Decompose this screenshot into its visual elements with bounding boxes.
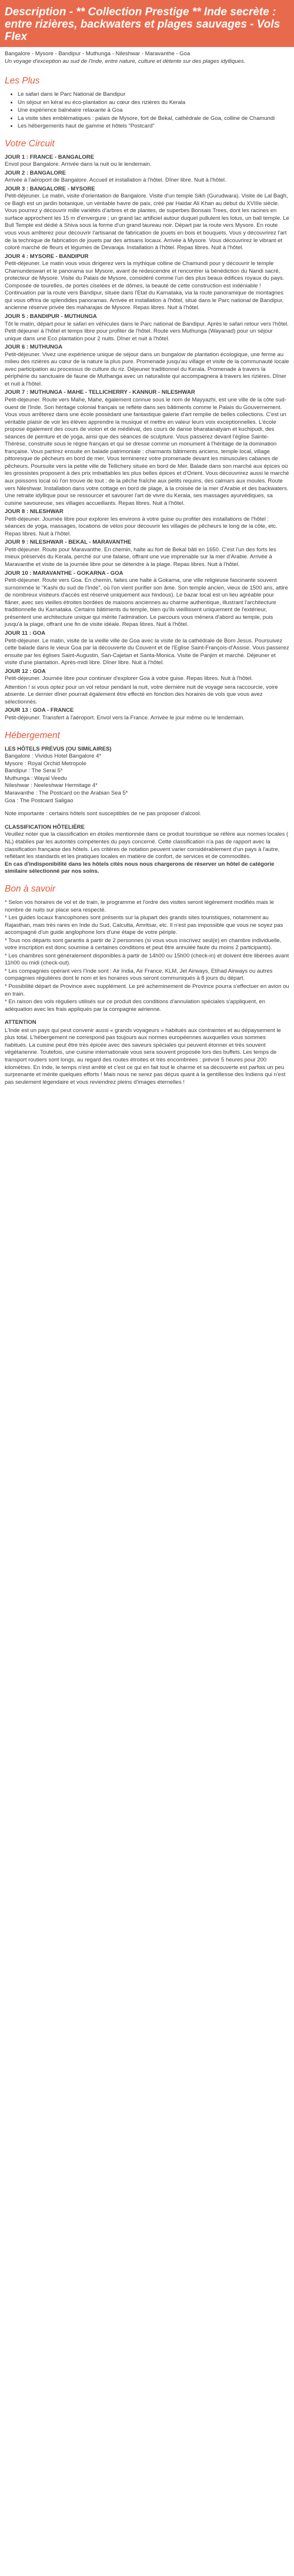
day-block: [5, 508, 289, 538]
day-block: [5, 313, 289, 343]
day-text: Petit-déjeuner. Vivez une expérience unique de séjour dans un bungalow de plantation écologique, une ferme au milieu des rizières au cœur de la nature la plus pure. Promenade jusqu'au village et visite de la communauté locale avec participation au processus de culture du riz. Déjeuner traditionnel du Kerala. Promenade à travers la périphérie du sanctuaire de faune de Muthanga avec un naturaliste qui accompagnera à travers les rizières. Dîner et nuit à l'hôtel.: [5, 351, 289, 387]
classification-bold-text: En cas d'indisponibilité dans les hôtels cités nous nous chargerons de réserver un hôtel de catégorie similaire sélectionné par nos soins.: [5, 860, 275, 875]
hotel-item: Mysore : Royal Orchid Metropole: [5, 760, 86, 767]
day-title: JOUR 1 : FRANCE - BANGALORE: [5, 153, 95, 160]
hotel-item: Bangalore : Vividus Hotel Bangalore 4*: [5, 753, 102, 760]
day-title: JOUR 4 : MYSORE - BANDIPUR: [5, 253, 89, 260]
attention-title: ATTENTION: [5, 1019, 36, 1026]
day-text: Petit-déjeuner. Journée libre pour explorer les environs à votre guise ou profiter des installations de l'hôtel : séances de yoga, massages, locations de vélos pour découvrir les villages de pêcheurs le long de la côte, etc. Repas libres. Nuit à l'hôtel.: [5, 515, 278, 537]
attention-text: L'Inde est un pays qui peut convenir aussi « grands voyageurs » habitués aux contraintes et au dépaysement le plus total. L'hébergement ne correspond pas toujours aux normes européennes auxquelles vous sommes habitués. La cuisine peut être très épicée avec des saveurs spéciales qui peuvent étonner et très souvent végétarienne. Toutefois, une cuisine internationale vous sera souvent proposée lors des buffets. Les temps de transport routiers sont longs, au regard des routes étroites et très encombrées : prévoir 5 heures pour 200 kilomètres. En Inde, le temps n'est arrêté et c'est ce qui en fait tout le charme et sa découverte est parfois un peu surprenante et mérite quelques efforts ! Mais nous ne serez pas déçus quant à la gentillesse des Indiens qui n'est pas seulement légendaire et vous reviendrez pleins d'images éternelles !: [5, 1027, 286, 1086]
day-title: JOUR 3 : BANGALORE - MYSORE: [5, 185, 95, 192]
day-block: [5, 684, 289, 706]
day-warning-text: Attention ! si vous optez pour un vol retour pendant la nuit, votre dernière nuit de voyage sera raccourcie, voire absente. Le dernier dîner pourrait également être effecté en fonction des horaires de vols que vous avez sélectionnés.: [5, 684, 278, 705]
hotel-item: Bandipur : The Serai 5*: [5, 768, 63, 775]
day-title: JOUR 11 : GOA: [5, 629, 46, 637]
day-block: [5, 389, 289, 507]
savoir-section: [0, 899, 294, 1086]
plus-item: • Les hébergements haut de gamme et hôtels "Postcard": [18, 123, 289, 130]
day-text: Petit-déjeuner. Le matin vous vous dirigerez vers la mythique colline de Chamundi pour y découvrir le temple Chamundeswari et le panorama sur Mysore, avant de redescendre et rencontrer la bénédiction du Nandi sacré, protecteur de Mysore. Visite du Palais de Mysore, considéré comme l'un des plus beaux édifices royaux du pays. Composée de tourelles, de portes ciselées et de dômes, la beauté de cette construction est indéniable ! Continuation par la route vers Bandipur, située dans l'Etat du Karnataka, via la route panoramique de montagnes qui vous offrira de splendides panoramas. Arrivée et installation à l'hôtel, situé dans le Parc national de Bandipur, ancienne réserve privée des maharajas de Mysore. Repas libres. Nuit à l'hôtel.: [5, 260, 285, 311]
day-block: [5, 170, 289, 185]
day-block: [5, 630, 289, 667]
plus-item: • Une expérience balnéaire relaxante à Goa: [18, 107, 289, 115]
day-block: [5, 186, 289, 252]
route-text: Bangalore - Mysore - Bandipur - Muthunga - Nileshwar - Maravanthe - Goa: [5, 51, 191, 57]
day-text: Petit-déjeuner. Route vers Goa. En chemin, faites une halte à Gokarna, une ville religieuse fascinante souvent surnommée le "Kashi du sud de l'Inde", où l'on vient purifier son âme. Son temple ancien, vieux de 1500 ans, attire de nombreux visiteurs d'accès est réservé uniquement aux hindous). Le bazar local est un lieu agréable pour flâner, avec ses vieilles étroites bordées de maisons anciennes au charme authentique, illustrant l'architecture traditionnelle du Karnataka. Certains bâtiments du temple, bien qu'ils vieillissent uniquement de l'extérieur, présentent une architecture unique qui mérite l'admiration. Le parcours vous mènera d'abord au temple, puis jusqu'à la plage, offrant une fin de visite idéale. Repas libres. Nuit à l'hôtel.: [5, 577, 288, 628]
day-title: JOUR 6 : MUTHUNGA: [5, 344, 63, 351]
alcohol-note: Note importante : certains hôtels sont susceptibles de ne pas proposer d'alcool.: [5, 810, 201, 818]
plus-item: • La visite sites emblématiques : palais de Mysore, fort de Bekal, cathédrale de Goa, colline de Chamundi: [18, 115, 289, 123]
day-title: JOUR 8 : NILESHWAR: [5, 508, 64, 515]
day-text: Petit-déjeuner. Le matin, visite d'orientation de Bangalore. Visite d'un temple Sikh (Gurudwara). Visite de Lal Bagh, ce Bagh est un jardin botanique, un véritable havre de paix, créé par Haidar Ali Khan au début du XVIIIe siècle. Vous pourrez y découvrir mille variétés d'arbres et de plantes, de superbes Bonsais Trees, dont les racines en surface approchent les 15 m d'envergure ; un grand lac artificiel autour duquel pullulent les lotus, un ball temple. Le Bull Temple est dédié à Shiva sous la forme d'un grand taureau noir. Départ par la route vers Mysore. En route vous vous arrêterez pour découvrir l'artisanat de fabrication de jouets en bois et bouquets. Vous y découvrirez l'art de la technique de fabrication de jouets par des artisans locaux. Arrivée à Mysore. Vous découvrirez le vibrant et coloré marché de fleurs et légumes de Devaraja. Installation à l'hôtel. Repas libres. Nuit à l'hôtel.: [5, 193, 289, 252]
intro: [0, 47, 294, 68]
circuit-days: [0, 154, 294, 722]
day-text: Envol pour Bangalore. Arrivée dans la nuit ou le lendemain.: [5, 161, 152, 168]
hotel-item: Nileshwar : Neeleshwar Hermitage 4*: [5, 782, 98, 789]
day-title: JOUR 13 : GOA - FRANCE: [5, 707, 74, 714]
day-text: Petit-déjeuner. Transfert à l'aéroport. Envol vers la France. Arrivée le jour même ou le lendemain.: [5, 714, 245, 721]
classification-text: Veuillez noter que la classification en étoiles mentionnée dans ce produit touristique se réfère aux normes locales ( NL) établies par les autorités compétentes du pays concerné. Cette classification n'a pas de rapport avec la classification française des hôtels. Les critères de notation peuvent varier considérablement d'un pays à l'autre, reflétant les standards et les pratiques locales en matière de confort, de services et de commodités.: [5, 831, 289, 860]
classification-title: CLASSIFICATION HÔTELIÈRE: [5, 823, 85, 830]
day-block: [5, 707, 289, 722]
savoir-item: * Les guides locaux francophones sont présents sur la plupart des grands sites touristiques, notamment au Rajasthan, mais très rares en Inde du Sud, Calcutta, Amritsar, etc. Il n'est pas impossible que vous ne soyez pas accompagné d'un guide anglophone lors d'une étape de votre périple.: [5, 915, 283, 936]
savoir-item: * Selon vos horaires de vol et de train, le programme et l'ordre des visites seront légèrement modifiés mais le nombre de nuits sur place sera respecté.: [5, 899, 275, 913]
hotels-title: LES HÔTELS PRÉVUS (OU SIMILAIRES): [5, 745, 112, 752]
day-text: Arrivée à l'aéroport de Bangalore. Accueil et installation à l'hôtel. Dîner libre. Nuit à l'hôtel.: [5, 177, 226, 184]
circuit-heading: Votre Circuit: [5, 138, 55, 149]
day-text: Petit-déjeuner. Route pour Maravanthe. En chemin, halte au fort de Bekal bâti en 1650. C'est l'un des forts les mieux préservés du Kerala, perché sur une falaise, offrant une vue imprenable sur la mer d'Arabie. Arrivée à Maravanthe et visite de la journée libre pour se détendre à la plage. Repas libres. Nuit à l'hôtel.: [5, 546, 276, 568]
savoir-item: * Les compagnies opérant vers l'Inde sont : Air India, Air France, KLM, Jet Airways, Etihad Airways ou autres compagnies régulières dont le nom et les horaires vous seront communiqués à 8 jours du départ.: [5, 967, 273, 982]
day-block: [5, 344, 289, 388]
hotel-item: Muthunga : Wayal Veedu: [5, 775, 67, 782]
savoir-item: * Tous nos départs sont garantis à partir de 2 personnes (si vous vous inscrivez seul(e) en chambre individuelle, votre inscription est donc soumise à certaines conditions et peut être annulée faute du moins 2 participants).: [5, 937, 282, 952]
day-text: Petit-déjeuner. Le matin, visite de la vieille ville de Goa avec la visite de la cathédrale de Bom Jesus. Poursuivez cette balade dans le vieux Goa par la découverte du Couvent et de l'Eglise Saint-François-d'Assise. Vous passerez ensuite par les églises Saint-Augustin, San-Cajetan et Santa-Monica. Visite de Panjim et marché. Déjeuner et visite d'une plantation. Après-midi libre. Dîner libre. Nuit à l'hôtel.: [5, 637, 289, 666]
plus-item: • Le safari dans le Parc National de Bandipur: [18, 91, 289, 99]
day-text: Petit-déjeuner. Journée libre pour continuer d'explorer Goa à votre guise. Repas libres. Nuit à l'hôtel.: [5, 675, 253, 682]
day-title: JOUR 2 : BANGALORE: [5, 169, 66, 176]
plus-item: • Un séjour en kéral eu éco-plantation au cœur des rizières du Kerala: [18, 99, 289, 107]
hotel-item: Goa : The Postcard Saligao: [5, 797, 74, 804]
savoir-item: * En raison des vols réguliers utilisés sur ce produit des conditions d'annulation spéciales s'appliquent, en adéquation avec les frais appliqués par la compagnie aérienne.: [5, 999, 265, 1013]
title-banner: [0, 0, 294, 47]
subtitle-text: Un voyage d'exception au sud de l'Inde, entre nature, culture et détente sur des plages idylliques.: [5, 58, 246, 65]
plus-heading: Les Plus: [5, 76, 40, 86]
day-block: [5, 570, 289, 629]
day-block: [5, 668, 289, 683]
day-block: [5, 154, 289, 169]
page-title: Description - ** Collection Prestige ** Inde secrète : entre rizières, backwaters et plages sauvages - Vols Flex: [5, 6, 280, 43]
plus-list: [0, 91, 294, 130]
savoir-item: * Les chambres sont généralement disponibles à partir de 14h00 ou 15h00 (check-in) et doivent être libérées avant 11h00 ou midi (check-out).: [5, 952, 289, 967]
day-block: [5, 253, 289, 312]
day-title: JOUR 9 : NILESHWAR - BEKAL - MARAVANTHE: [5, 539, 132, 546]
day-title: JOUR 10 : MARAVANTHE - GOKARNA - GOA: [5, 570, 123, 577]
day-title: JOUR 7 : MUTHUNGA - MAHE - TELLICHERRY - KANNUR - NILESHWAR: [5, 389, 195, 396]
hebergement-heading: Hébergement: [5, 730, 60, 741]
day-text: Tôt le matin, départ pour le safari en véhicules dans le Parc national de Bandipur. Après le safari retour vers l'hôtel. Petit déjeuner à l'hôtel et temps libre pour profiter de l'hôtel. Route vers Muthunga (Wayanad) pour un séjour unique dans une Eco plantation pour 2 nuits. Dîner et nuit à l'hôtel.: [5, 320, 289, 342]
day-title: JOUR 5 : BANDIPUR - MUTHUNGA: [5, 313, 97, 320]
day-title: JOUR 12 : GOA: [5, 668, 46, 675]
hotels-section: [0, 746, 294, 876]
savoir-heading: Bon à savoir: [5, 884, 56, 895]
hotel-item: Maravanthe : The Postcard on the Arabian Sea 5*: [5, 790, 128, 797]
savoir-item: * Possibilité départ de Province avec supplément. Le pré acheminement de Province pourra s'effectuer en avion ou en train.: [5, 983, 289, 997]
day-block: [5, 539, 289, 568]
day-text: Petit-déjeuner. Route vers Mahe, Mahe, également connue sous le nom de Mayyazhi, est une ville de la côte sud-ouest de l'Inde. Son héritage colonial français se reflète dans ses bâtiments comme le Palais du Gouvernement. Vous vous arrêterez dans une école possédant une fantastique galerie d'art remplie de belles collections. C'est un véritable plaisir de voir les élèves apprendre la musique et mettre en valeur leurs voix exceptionnelles. L'école propose également des cours de violon et de médiéval, des cours de danse bharatanatyam et kuchipudi, des séances de peinture et de yoga, ainsi que des séances de sculpture. Vous passerez devant l'église Sainte-Thérèse, construite sous le règne français et qui se dresse comme un monument à l'héritage de la domination française. Vous partirez ensuite en balade patrimoniale : charmants bâtiments anciens, temple local, village pittoresque de pêcheurs en bord de mer. Vous terminerez votre promenade devant les minuscules cabanes de pêcheurs. Poursuite vers la petite ville de Tellichery située en bord de Mer. Balade dans son marché aux épices où les grossistes proposent à des prix imbattables les plus belles épices et d'Orient. Vous découvrirez aussi le marché aux poissons local où l'on trouve de tout : de la pêche fraîche aux petits requins, des calmars aux moules. Route vers Nileshwar. Installation dans votre cottage en bord de plage, à la croisée de la mer d'Arabie et des backwaters. Une retraite idyllique pour se ressourcer et savourer l'art de vivre du Kerala, ses massages ayurvédiques, sa cuisine savoureuse, ses villages accueillants. Repas libres. Nuit à l'hôtel.: [5, 397, 289, 507]
